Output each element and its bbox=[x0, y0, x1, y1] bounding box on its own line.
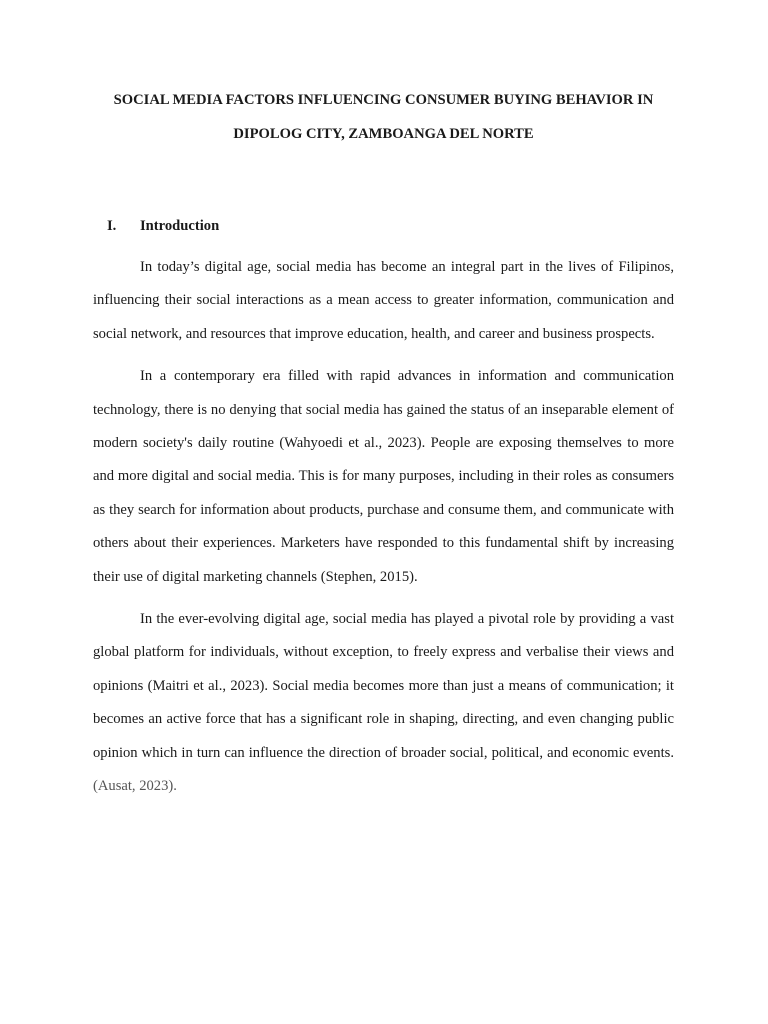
document-title bbox=[93, 84, 674, 151]
title-line-1: SOCIAL MEDIA FACTORS INFLUENCING CONSUMER BUYING BEHAVIOR IN bbox=[113, 92, 654, 108]
section-number: I. bbox=[107, 218, 117, 234]
paragraph-3-citation: (Ausat, 2023). bbox=[93, 778, 177, 795]
document-page bbox=[93, 84, 674, 804]
paragraph-3-text: In the ever-evolving digital age, social media has played a pivotal role by providing a vast global platform for individuals, without exception, to freely express and verbalise their views and opinions (Maitri et al., 2023). Social media becomes more than just a means of communication; it becomes an active force that has a significant role in shaping, directing, and even changing public opinion which in turn can influence the direction of broader social, political, and economic events. bbox=[93, 611, 674, 761]
section-heading bbox=[93, 217, 674, 235]
paragraph-2: In a contemporary era filled with rapid advances in information and communication technology, there is no denying that social media has gained the status of an inseparable element of modern society's daily routine (Wahyoedi et al., 2023). People are exposing themselves to more and more digital and social media. This is for many purposes, including in their roles as consumers as they search for information about products, purchase and consume them, and communicate with others about their experiences. Marketers have responded to this fundamental shift by increasing their use of digital marketing channels (Stephen, 2015). bbox=[93, 368, 674, 585]
paragraph-3 bbox=[93, 603, 674, 803]
section-title: Introduction bbox=[140, 218, 220, 234]
paragraph-1: In today’s digital age, social media has become an integral part in the lives of Filipinos, influencing their social interactions as a mean access to greater information, communication and social network, and resources that improve education, health, and career and business prospects. bbox=[93, 259, 674, 342]
title-line-2: DIPOLOG CITY, ZAMBOANGA DEL NORTE bbox=[233, 125, 534, 142]
